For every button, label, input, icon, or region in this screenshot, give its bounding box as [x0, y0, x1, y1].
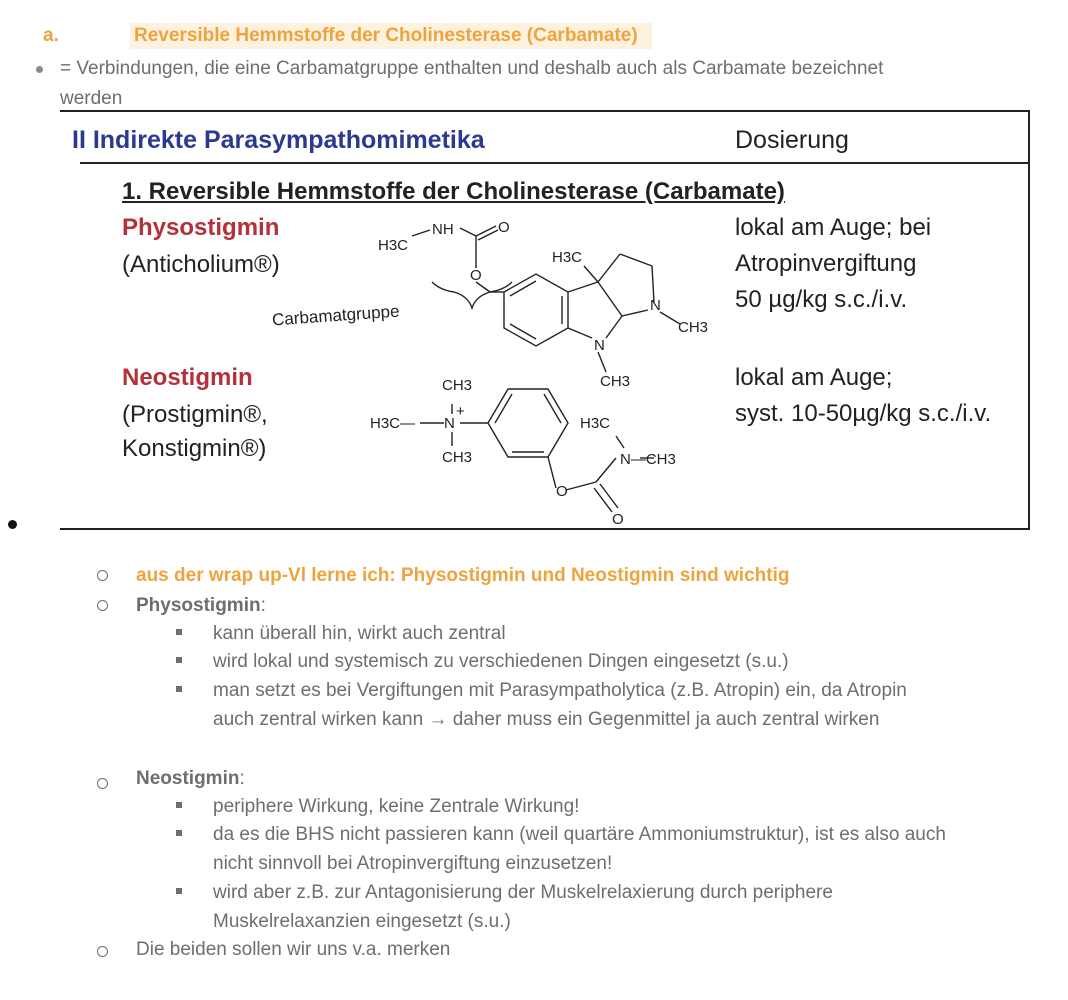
note-neostigmin-title: [136, 764, 245, 793]
note-remember: Die beiden sollen wir uns v.a. merken: [136, 939, 451, 960]
slide-title: II Indirekte Parasympathomimetika: [72, 126, 485, 154]
slide-figure: [60, 110, 1030, 530]
note-item: wird lokal und systemisch zu verschiedenen Dingen eingesetzt (s.u.): [213, 651, 789, 672]
carbamate-label: Carbamatgruppe: [271, 301, 401, 330]
dose-line: lokal am Auge; bei: [735, 214, 932, 241]
note-item: da es die BHS nicht passieren kann (weil quartäre Ammoniumstruktur), ist es also auch nicht sinnvoll bei Atropinvergiftung einzusetzen!: [213, 824, 946, 874]
svg-text:NH: NH: [432, 221, 454, 238]
drug-name-physostigmin: Physostigmin: [122, 214, 280, 241]
dosing-header: Dosierung: [735, 126, 849, 154]
note-wrapup: aus der wrap up-Vl lerne ich: Physostigmin und Neostigmin sind wichtig: [136, 565, 790, 586]
note-title-suffix: :: [260, 595, 266, 616]
bullet-icon: [36, 66, 43, 73]
svg-text:N: N: [650, 297, 661, 314]
note-item: man setzt es bei Vergiftungen mit Parasympatholytica (z.B. Atropin) ein, da Atropin auch zentral wirken kann → daher muss ein Gegenmittel ja auch zentral wirken: [213, 680, 907, 730]
drug-name-neostigmin: Neostigmin: [122, 364, 253, 391]
svg-text:O: O: [470, 267, 482, 284]
svg-text:CH3: CH3: [600, 373, 631, 390]
square-bullet-icon: [176, 657, 182, 663]
note-item: wird aber z.B. zur Antagonisierung der Muskelrelaxierung durch periphere Muskelrelaxanzien eingesetzt (s.u.): [213, 882, 833, 932]
note-title-suffix: :: [239, 768, 245, 789]
circle-bullet-icon: [97, 946, 108, 957]
square-bullet-icon: [176, 888, 182, 894]
drug-brand-neostigmin: Konstigmin®): [122, 435, 267, 462]
svg-text:CH3: CH3: [442, 449, 473, 466]
square-bullet-icon: [176, 629, 182, 635]
square-bullet-icon: [176, 686, 182, 692]
note-physostigmin-title: [136, 591, 266, 620]
chemical-structures: [60, 110, 1030, 530]
svg-text:N: N: [594, 337, 605, 354]
svg-text:CH3: CH3: [678, 319, 709, 336]
svg-text:O: O: [498, 219, 510, 236]
svg-text:H3C—: H3C—: [370, 415, 416, 432]
note-title: Neostigmin: [136, 768, 240, 789]
svg-text:N—CH3: N—CH3: [620, 451, 676, 468]
circle-bullet-icon: [97, 570, 108, 581]
circle-bullet-icon: [97, 600, 108, 611]
note-title: Physostigmin: [136, 595, 261, 616]
dose-line: lokal am Auge;: [735, 364, 893, 391]
square-bullet-icon: [176, 830, 182, 836]
drug-brand-neostigmin: (Prostigmin®,: [122, 401, 268, 428]
note-item: kann überall hin, wirkt auch zentral: [213, 623, 506, 644]
circle-bullet-icon: [97, 778, 108, 789]
definition-text: = Verbindungen, die eine Carbamatgruppe enthalten und deshalb auch als Carbamate bezeichnet werden: [60, 58, 884, 109]
svg-text:N: N: [444, 415, 455, 432]
svg-text:CH3: CH3: [442, 377, 473, 394]
dose-line: syst. 10-50µg/kg s.c./i.v.: [735, 400, 992, 427]
svg-text:O: O: [612, 511, 624, 528]
square-bullet-icon: [176, 802, 182, 808]
svg-text:H3C: H3C: [580, 415, 611, 432]
svg-text:H3C: H3C: [552, 249, 583, 266]
drug-brand-physostigmin: (Anticholium®): [122, 251, 280, 278]
section-title: Reversible Hemmstoffe der Cholinesterase (Carbamate): [130, 23, 652, 49]
svg-text:O: O: [556, 483, 568, 500]
bullet-icon: [8, 520, 17, 529]
dose-line: 50 µg/kg s.c./i.v.: [735, 286, 908, 313]
dose-line: Atropinvergiftung: [735, 250, 917, 277]
svg-text:H3C: H3C: [378, 237, 409, 254]
section-letter: a.: [43, 25, 59, 46]
slide-subtitle: 1. Reversible Hemmstoffe der Cholinesterase (Carbamate): [122, 178, 785, 205]
svg-text:+: +: [456, 403, 465, 420]
note-item: periphere Wirkung, keine Zentrale Wirkung!: [213, 796, 580, 817]
